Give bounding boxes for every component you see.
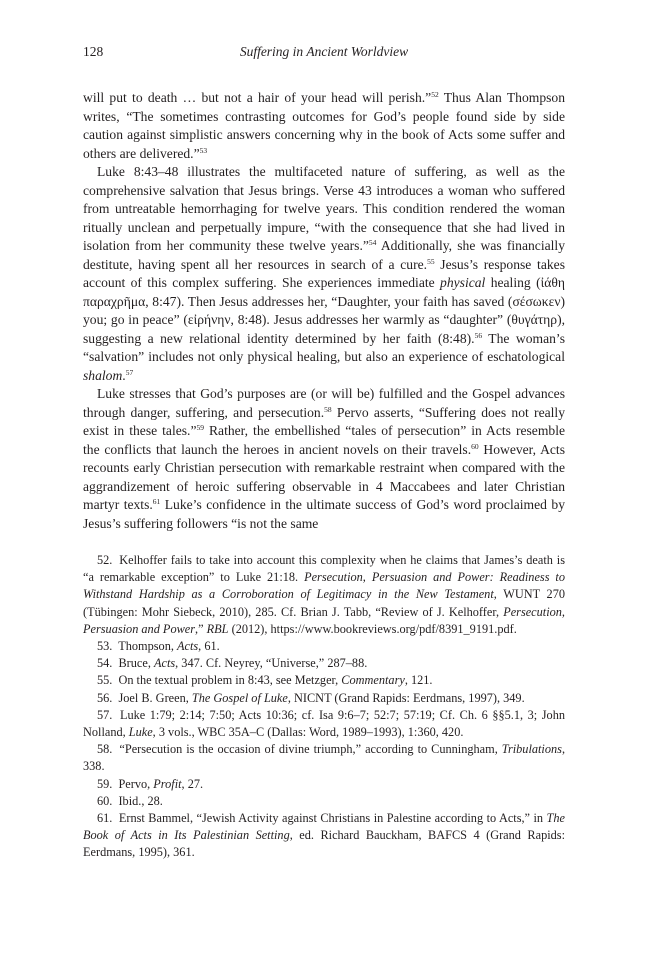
footnote-number: 53. [97, 639, 113, 654]
footnote-ref-60: 60 [471, 441, 479, 451]
text-run: Joel B. Green, [118, 690, 192, 705]
text-run: Jesus’s response takes account of this complex suffering. She experiences immediate [83, 256, 565, 290]
text-run: Thus Alan Thompson writes, “The sometimes contrasting outcomes for God’s people found side by side caution against simplistic answers concerning why in the book of Acts some suffer and others are delivered.” [83, 90, 566, 161]
italic-text: The Gospel of Luke [191, 690, 288, 705]
text-run: Ibid., 28. [118, 793, 163, 808]
footnote-number: 61. [97, 811, 113, 826]
paragraph-2 [83, 163, 565, 385]
text-run: Bruce, [118, 656, 154, 671]
footnote-ref-56: 56 [474, 330, 483, 340]
text-run: , 61. [198, 639, 220, 654]
footnote-58 [83, 741, 565, 775]
footnote-55 [83, 672, 565, 689]
text-run: “Persecution is the occasion of divine triumph,” according to Cunningham, [119, 742, 502, 757]
footnote-ref-53: 53 [199, 145, 208, 155]
italic-text: Acts [177, 639, 199, 654]
text-run: Ernst Bammel, “Jewish Activity against Christians in Palestine according to Acts,” in [118, 811, 547, 826]
italic-text: Persecution, Persuasion and Power [83, 604, 565, 636]
footnote-number: 57. [97, 707, 113, 722]
footnote-ref-57: 57 [125, 367, 134, 377]
text-run: . [122, 367, 126, 383]
footnote-59 [83, 776, 565, 793]
footnote-ref-54: 54 [368, 238, 377, 247]
text-run: , 338. [83, 742, 566, 774]
text-run: Luke 1:79; 2:14; 7:50; Acts 10:36; cf. Isa 9:6–7; 52:7; 57:19; Cf. Ch. 6 §§5.1, 3; John Nolland, [83, 707, 566, 740]
paragraph-3 [83, 385, 565, 533]
italic-text: physical [440, 275, 486, 290]
footnote-number: 54. [97, 656, 113, 671]
footnote-60 [83, 793, 565, 810]
text-run: Pervo, [118, 776, 154, 791]
text-run: , WUNT 270 (Tübingen: Mohr Siebeck, 2010), 285. Cf. Brian J. Tabb, “Review of J. Kelhoffer, [83, 587, 565, 619]
text-run: healing (ἰάθη παραχρῆμα, 8:47). Then Jesus addresses her, “Daughter, your faith has saved (σέσωκεν) you; go in peace” (εἰρήνην, 8:48). Jesus addresses her warmly as “daughter” (θυγάτηρ), suggesting a new relational identity determined by her faith (8:48). [83, 275, 565, 346]
footnote-number: 55. [97, 673, 113, 688]
footnote-number: 60. [97, 793, 113, 808]
italic-text: The Book of Acts in Its Palestinian Setting [83, 811, 565, 843]
text-run: Additionally, she was financially destitute, having spent all her resources in search of a cure. [83, 238, 565, 272]
italic-text: Profit [153, 776, 182, 791]
italic-text: Tribulations [501, 742, 562, 757]
text-run: Rather, the embellished “tales of persecution” in Acts resemble the conflicts that launch the heroes in ancient novels on their travels. [83, 423, 566, 457]
footnote-number: 58. [97, 742, 113, 757]
italic-text: Commentary [341, 673, 405, 688]
footnote-57 [83, 707, 565, 741]
text-run: Thompson, [118, 639, 177, 654]
text-run: , 27. [181, 776, 204, 791]
footnote-ref-58: 58 [324, 404, 332, 414]
footnote-ref-55: 55 [427, 256, 435, 266]
italic-text: Persecution, Persuasion and Power: Readiness to Withstand Hardship as a Corroboration of Legitimacy in the New Testament [83, 570, 565, 602]
footnotes [83, 552, 565, 862]
footnote-56 [83, 690, 565, 707]
footnote-52 [83, 552, 565, 638]
text-run: Pervo asserts, “Suffering does not really exist in these tales.” [83, 404, 565, 438]
italic-text: shalom [83, 367, 123, 383]
running-header [83, 44, 565, 64]
footnote-61 [83, 810, 565, 862]
text-run: Kelhoffer fails to take into account this complexity when he claims that James’s death is “a remarkable exception” to Luke 21:18. [83, 553, 565, 585]
footnote-ref-59: 59 [196, 423, 204, 432]
footnote-54 [83, 655, 565, 672]
text-run: Luke’s confidence in the ultimate success of God’s word proclaimed by Jesus’s suffering followers “is not the same [83, 497, 565, 531]
text-run: Luke stresses that God’s purposes are (or will be) fulfilled and the Gospel advances through danger, suffering, and persecution. [83, 386, 565, 420]
text-run: , 347. Cf. Neyrey, “Universe,” 287–88. [175, 656, 368, 671]
paragraph-1 [83, 89, 565, 163]
page-number: 128 [83, 44, 104, 59]
text-run: , 3 vols., WBC 35A–C (Dallas: Word, 1989–1993), 1:360, 420. [152, 725, 464, 740]
text-run: , 121. [404, 673, 433, 688]
running-title: Suffering in Ancient Worldview [239, 44, 409, 59]
text-run: will put to death … but not a hair of your head will perish.” [83, 90, 432, 105]
main-text [83, 89, 565, 533]
text-run: , ed. Richard Bauckham, BAFCS 4 (Grand Rapids: Eerdmans, 1995), 361. [83, 828, 565, 860]
footnote-53 [83, 638, 565, 655]
italic-text: Luke [128, 725, 153, 740]
footnote-ref-61: 61 [152, 497, 161, 506]
footnote-number: 59. [97, 776, 113, 791]
footnote-number: 56. [97, 690, 113, 705]
italic-text: RBL [206, 621, 229, 636]
text-run: The woman’s “salvation” includes not only physical healing, but also an experience of eschatological [83, 330, 565, 364]
text-run: ,” [195, 621, 207, 636]
text-run: (2012), https://www.bookreviews.org/pdf/8391_9191.pdf. [228, 621, 517, 636]
text-run: However, Acts recounts early Christian persecution with remarkable restraint when compared with the aggrandizement of heroic suffering observable in 4 Maccabees and later Christian martyr texts. [83, 441, 566, 512]
footnote-ref-52: 52 [431, 90, 439, 99]
italic-text: Acts [153, 656, 176, 671]
footnote-number: 52. [97, 553, 113, 567]
text-run: Luke 8:43–48 illustrates the multifaceted nature of suffering, as well as the comprehensive salvation that Jesus brings. Verse 43 introduces a woman who suffered from untreatable hemorrhaging for twelve years. This condition rendered the woman ritually unclean and perpetually impure, “with the consequence that she had lived in isolation from her community these twelve years.” [83, 164, 565, 253]
text-run: On the textual problem in 8:43, see Metzger, [118, 673, 342, 688]
text-run: , NICNT (Grand Rapids: Eerdmans, 1997), 349. [287, 690, 525, 705]
